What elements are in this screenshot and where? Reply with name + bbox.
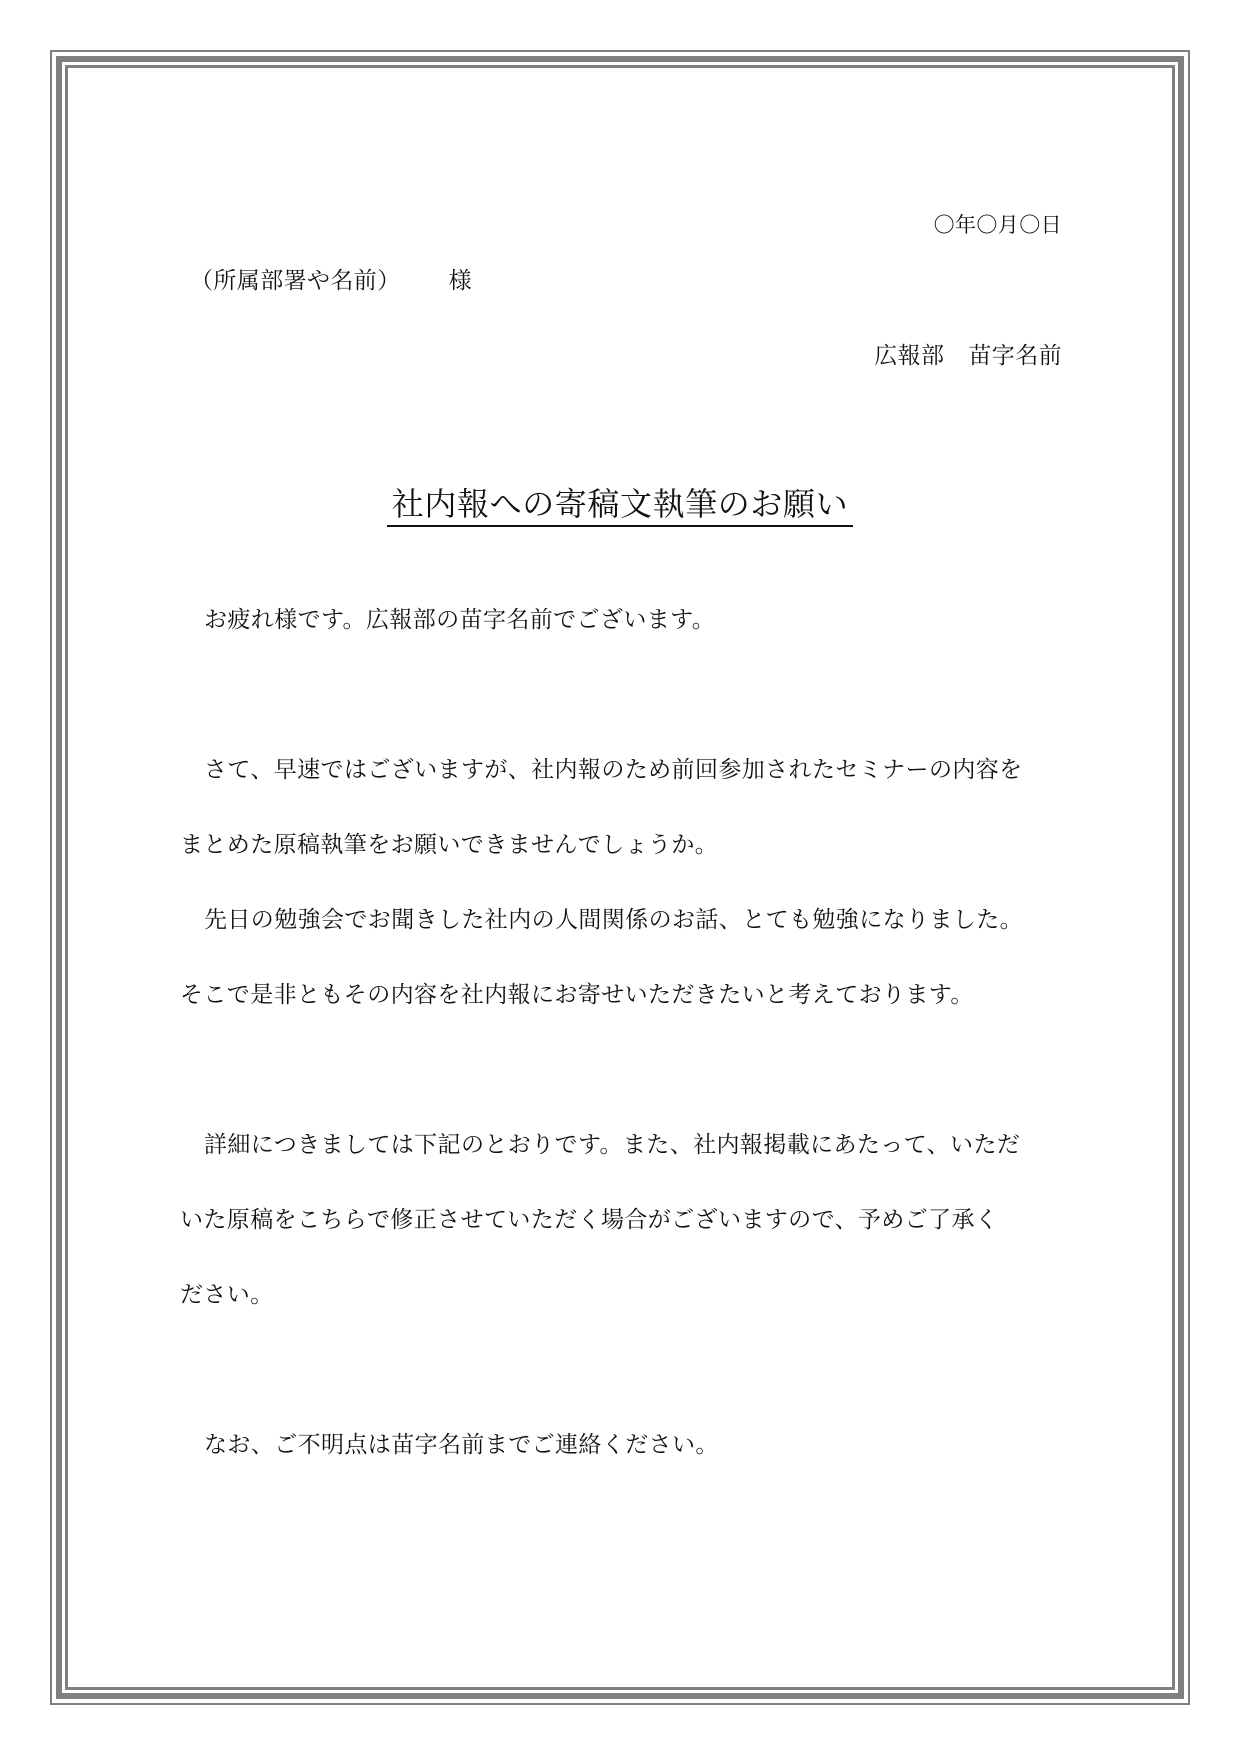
addressee-name: （所属部署や名前） xyxy=(190,268,401,294)
body-line-request-2: まとめた原稿執筆をお願いできませんでしょうか。 xyxy=(180,832,719,858)
body-line-details-2: いた原稿をこちらで修正させていただく場合がございますので、予めご了承く xyxy=(180,1207,999,1233)
body-line-request-4: そこで是非ともその内容を社内報にお寄せいただきたいと考えております。 xyxy=(180,982,974,1008)
body-line-request-1: さて、早速ではございますが、社内報のため前回参加されたセミナーの内容を xyxy=(204,757,1023,783)
sender xyxy=(874,341,1062,371)
body-line-details-3: ださい。 xyxy=(180,1282,274,1308)
body-line-details-1: 詳細につきましては下記のとおりです。また、社内報掲載にあたって、いただ xyxy=(204,1132,1021,1158)
sender-department: 広報部 xyxy=(874,343,945,369)
body-line-contact: なお、ご不明点は苗字名前までご連絡ください。 xyxy=(204,1432,719,1458)
document-date: 〇年〇月〇日 xyxy=(933,213,1062,237)
addressee xyxy=(190,266,472,296)
sender-name: 苗字名前 xyxy=(968,343,1062,369)
body-line-greeting: お疲れ様です。広報部の苗字名前でございます。 xyxy=(204,607,716,633)
addressee-honorific: 様 xyxy=(448,268,473,294)
document-title: 社内報への寄稿文執筆のお願い xyxy=(387,484,853,527)
body-line-request-3: 先日の勉強会でお聞きした社内の人間関係のお話、とても勉強になりました。 xyxy=(204,907,1023,933)
